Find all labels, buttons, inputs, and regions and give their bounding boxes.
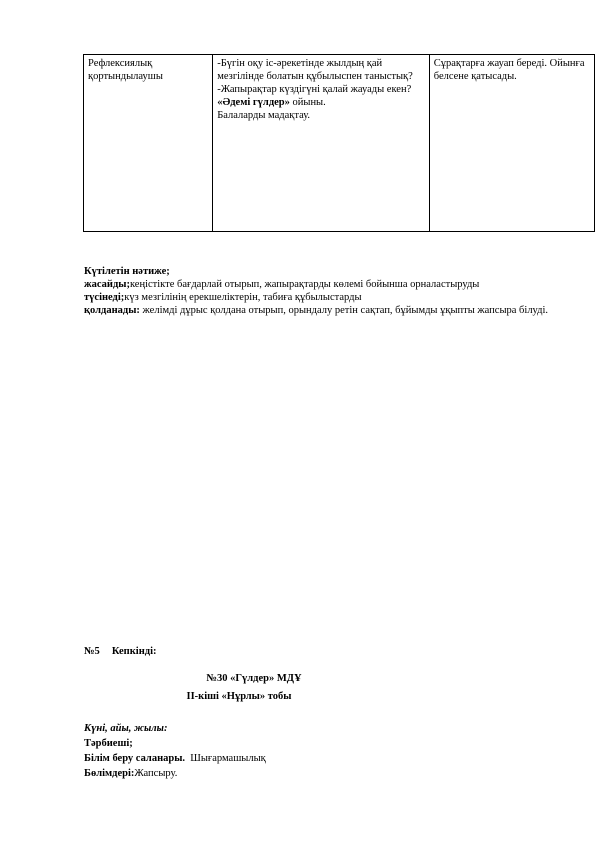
- outcome-heading: Күтілетін нәтиже;: [84, 266, 170, 277]
- section-label: Бөлімдері:: [84, 768, 135, 779]
- outcome-line-3: [84, 304, 554, 317]
- area-label: Білім беру саланары.: [84, 753, 186, 764]
- area-value: Шығармашылық: [190, 753, 266, 764]
- child-activity: Сұрақтарға жауап береді. Ойынға белсене қатысады.: [433, 58, 585, 82]
- teacher-question-1: -Бүгін оқу іс-әрекетінде жылдың қай мезгілінде болатын құбылыспен таныстық?: [217, 58, 413, 82]
- outcome-line-2: [84, 291, 554, 304]
- teacher-activity-cell: [213, 55, 430, 232]
- lesson-label: Кепкінді:: [111, 646, 157, 657]
- lesson-info: [84, 722, 266, 782]
- teacher-praise: Балаларды мадақтау.: [217, 110, 311, 121]
- group-name: II-кіші «Нұрлы» тобы: [186, 691, 292, 702]
- section-value: Жапсыру.: [134, 768, 178, 779]
- outcome-label-2: түсінеді;: [84, 292, 125, 303]
- outcome-text-2: күз мезгілінің ерекшеліктерін, табиға құбылыстарды: [124, 292, 362, 303]
- stage-name: Рефлексиялық қортындылаушы: [88, 58, 163, 82]
- game-title: «Әдемі гүлдер»: [217, 97, 290, 108]
- lesson-number: №5: [84, 646, 100, 657]
- school-name: №30 «Гүлдер» МДҰ: [206, 673, 302, 684]
- outcome-label-3: қолданады:: [84, 305, 140, 316]
- outcome-text-1: кеңістікте бағдарлай отырып, жапырақтарды көлемі бойынша орналастыруды: [129, 279, 480, 290]
- outcome-text-3: желімді дұрыс қолдана отырып, орындалу ретін сақтап, бұйымды ұқыпты жапсыра білуді.: [139, 305, 549, 316]
- game-suffix: ойыны.: [289, 97, 326, 108]
- teacher-label: Тәрбиеші;: [84, 738, 133, 749]
- child-activity-cell: [429, 55, 594, 232]
- game-line: [217, 96, 425, 109]
- area-line: [84, 752, 266, 765]
- outcome-line-1: [84, 278, 554, 291]
- expected-outcome: [84, 265, 554, 317]
- teacher-question-2: -Жапырақтар күздігүні қалай жауады екен?: [217, 84, 412, 95]
- lesson-number-line: [84, 645, 168, 658]
- outcome-label-1: жасайды;: [84, 279, 130, 290]
- section-line: [84, 767, 266, 780]
- date-label: Күні, айы, жылы:: [84, 723, 168, 734]
- stage-name-cell: [84, 55, 213, 232]
- lesson-stage-table: [83, 54, 595, 232]
